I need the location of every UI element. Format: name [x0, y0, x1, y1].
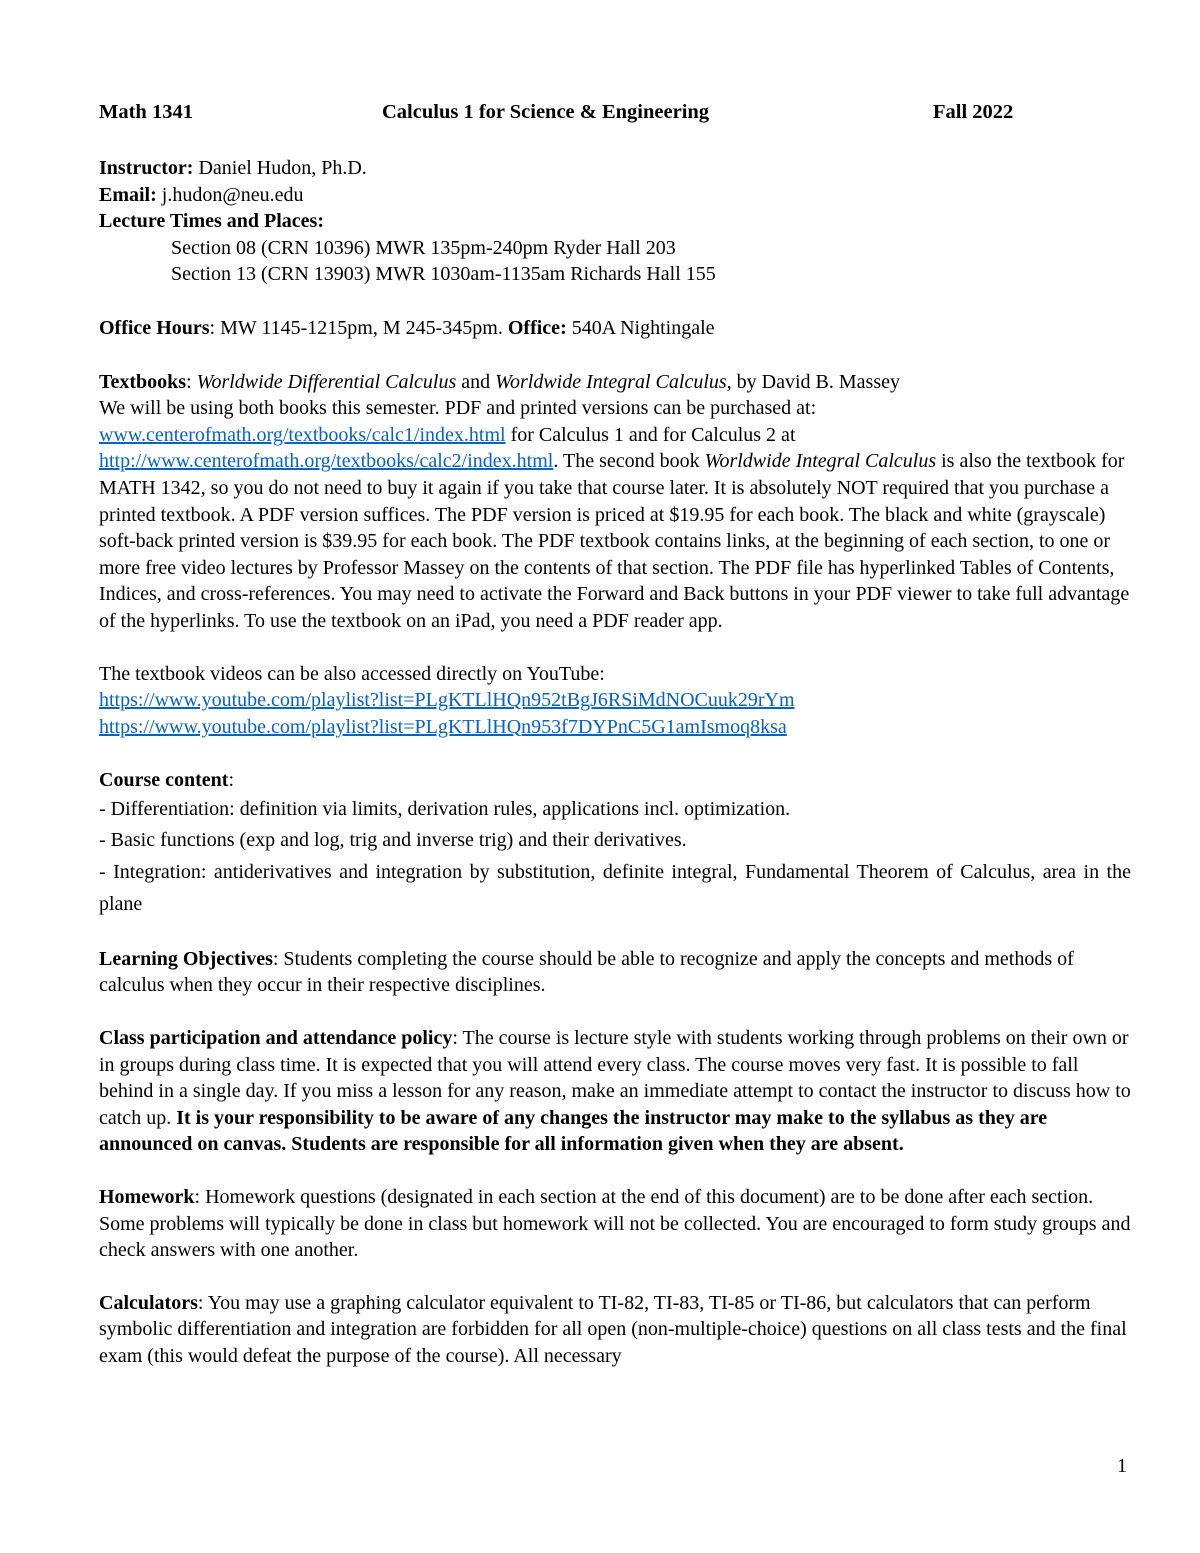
learning-objectives-label: Learning Objectives — [99, 947, 273, 970]
instructor-name: Daniel Hudon, Ph.D. — [193, 157, 367, 179]
calculators-policy: Calculators: You may use a graphing calculator equivalent to TI-82, TI-83, TI-85 or TI-86, but calculators that can perform symbolic differentiation and integration are forbidden for all open (non-multiple-choice) questions on all class tests and the final exam (this would defeat the purpose of the course). All necessary — [99, 1291, 1127, 1367]
course-content-item: - Basic functions (exp and log, trig and inverse trig) and their derivatives. — [99, 828, 687, 851]
videos-intro: The textbook videos can be also accessed directly on YouTube: — [99, 662, 605, 685]
instructor-line — [99, 155, 1131, 182]
video-playlist-1 — [99, 687, 1131, 714]
textbook-author: by David B. Massey — [731, 370, 900, 393]
office-hours-label: Office Hours — [99, 316, 210, 339]
instructor-label: Instructor: — [99, 157, 194, 179]
course-header — [99, 99, 1131, 127]
lecture-label: Lecture Times and Places: — [99, 210, 324, 233]
email-line — [99, 182, 1131, 209]
textbook-2-title: Worldwide Integral Calculus, — [495, 370, 732, 393]
office-hours-line — [99, 315, 1131, 342]
course-content-heading: Course content: — [99, 769, 234, 792]
learning-objectives: Learning Objectives: Students completing the course should be able to recognize and apply the concepts and methods of calculus when they occur in their respective disciplines. — [99, 947, 1074, 997]
youtube-playlist-link-1[interactable]: https://www.youtube.com/playlist?list=PLgKTLlHQn952tBgJ6RSiMdNOCuuk29rYm — [99, 689, 795, 712]
textbooks-label: Textbooks — [99, 370, 187, 393]
page-content — [99, 99, 1131, 1370]
office-location: 540A Nightingale — [566, 316, 715, 339]
textbook-1-title: Worldwide Differential Calculus — [196, 370, 457, 393]
course-term: Fall 2022 — [933, 101, 1014, 123]
page-number: 1 — [1117, 1455, 1127, 1477]
attendance-label: Class participation and attendance policy — [99, 1027, 453, 1050]
youtube-playlist-link-2[interactable]: https://www.youtube.com/playlist?list=PLgKTLlHQn953f7DYPnC5G1amIsmoq8ksa — [99, 715, 787, 738]
attendance-policy: Class participation and attendance policy: The course is lecture style with students working through problems on their own or in groups during class time. It is expected that you will attend every class. The course moves very fast. It is possible to fall behind in a single day. If you miss a lesson for any reason, make an immediate attempt to contact the instructor to discuss how to catch up. It is your responsibility to be aware of any changes the instructor may make to the syllabus as they are announced on canvas. Students are responsible for all information given when they are absent. — [99, 1027, 1131, 1156]
attendance-notice: It is your responsibility to be aware of any changes the instructor may make to the syllabus as they are announced on canvas. Students are responsible for all information given when they are absent. — [99, 1106, 1048, 1156]
course-title: Calculus 1 for Science & Engineering — [382, 101, 710, 123]
office-hours-text: : MW 1145-1215pm, M 245-345pm. — [209, 316, 508, 339]
textbooks-paragraph: We will be using both books this semester. PDF and printed versions can be purchased at: www.centerofmath.org/textbooks/calc1/index.html for Calculus 1 and for Calculus 2 at http://www.centerofmath.org/textbooks/calc2/index.html. The second book Worldwide Integral Calculus is also the textbook for MATH 1342, so you do not need to buy it again if you take that course later. It is absolutely NOT required that you purchase a printed textbook. A PDF version suffices. The PDF version is priced at $19.95 for each book. The black and white (grayscale) soft-back printed version is $39.95 for each book. The PDF textbook contains links, at the beginning of each section, to one or more free video lectures by Professor Massey on the contents of that section. The PDF file has hyperlinked Tables of Contents, Indices, and cross-references. You may need to activate the Forward and Back buttons in your PDF viewer to take full advantage of the hyperlinks. To use the textbook on an iPad, you need a PDF reader app. — [99, 397, 1130, 632]
lecture-section-13: Section 13 (CRN 13903) MWR 1030am-1135am Richards Hall 155 — [171, 263, 716, 286]
homework-label: Homework — [99, 1186, 195, 1209]
course-content-item: - Integration: antiderivatives and integration by substitution, definite integral, Fundamental Theorem of Calculus, area in the plane — [99, 860, 1131, 915]
office-label: Office: — [507, 316, 567, 339]
lecture-section-08: Section 08 (CRN 10396) MWR 135pm-240pm Ryder Hall 203 — [171, 236, 676, 259]
email-value: j.hudon@neu.edu — [156, 183, 304, 206]
calculators-label: Calculators — [99, 1291, 198, 1314]
course-content-item: - Differentiation: definition via limits, derivation rules, applications incl. optimization. — [99, 797, 791, 820]
email-label: Email: — [99, 183, 157, 206]
calc1-textbook-link[interactable]: www.centerofmath.org/textbooks/calc1/index.html — [99, 423, 506, 446]
video-playlist-2 — [99, 714, 1131, 741]
homework-policy: Homework: Homework questions (designated in each section at the end of this document) are to be done after each section. Some problems will typically be done in class but homework will not be collected. You are encouraged to form study groups and check answers with one another. — [99, 1186, 1131, 1262]
calc2-textbook-link[interactable]: http://www.centerofmath.org/textbooks/calc2/index.html — [99, 450, 554, 473]
textbooks-line: Textbooks: Worldwide Differential Calculus and Worldwide Integral Calculus, by David B. Massey — [99, 370, 900, 393]
course-code: Math 1341 — [99, 101, 193, 123]
